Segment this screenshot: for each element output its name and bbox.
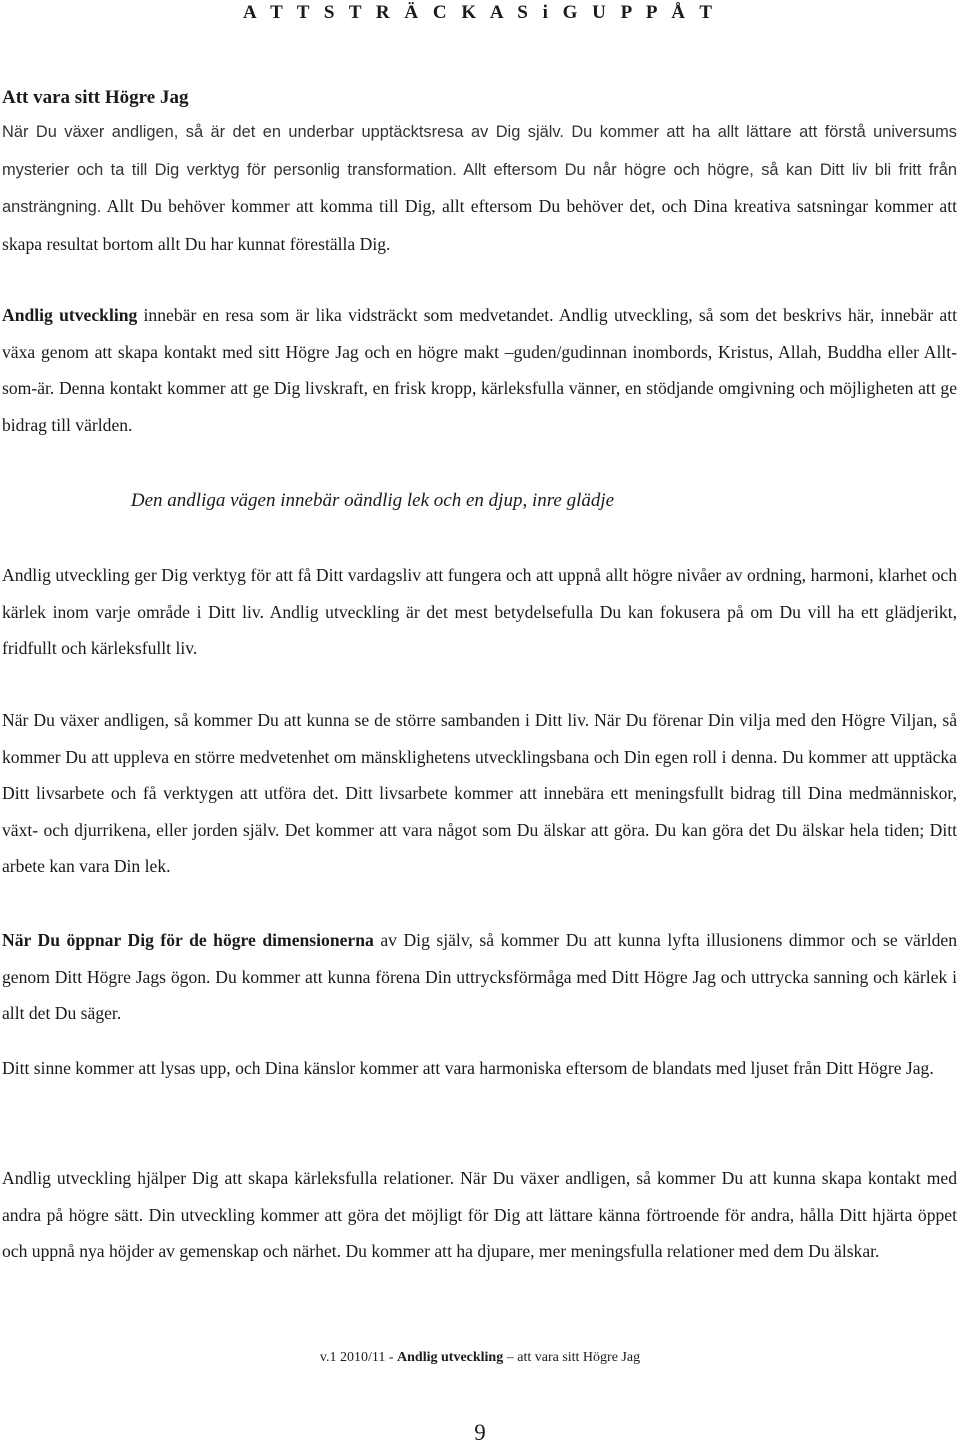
- paragraph-body: av Dig själv, så kommer Du att kunna lyfta illusionens dimmor och se världen genom Ditt Högre Jags ögon. Du kommer att kunna förena Din uttrycksförmåga med Ditt Högre Jag och uttrycka sanning och kärlek i allt det Du säger.: [2, 930, 957, 1023]
- paragraph-spiritual-development: [2, 297, 957, 443]
- section-heading: Att vara sitt Högre Jag: [2, 87, 189, 108]
- paragraph-higher-dimensions: [2, 922, 957, 1032]
- paragraph-relationships: Andlig utveckling hjälper Dig att skapa kärleksfulla relationer. När Du växer andligen, så kommer Du att kunna skapa kontakt med andra på högre sätt. Din utveckling kommer att göra det möjligt för Dig att lättare känna förtroende för andra, hålla Ditt hjärta öppet och uppnå nya höjder av gemenskap och närhet. Du kommer att ha djupare, mer meningsfulla relationer med dem Du älskar.: [2, 1168, 957, 1261]
- paragraph-body: innebär en resa som är lika vidsträckt som medvetandet. Andlig utveckling, så som det beskrivs här, innebär att växa genom att skapa kontakt med sitt Högre Jag och en högre makt –guden/gudinnan inombords, Kristus, Allah, Buddha eller Allt-som-är. Denna kontakt kommer att ge Dig livskraft, en frisk kropp, kärleksfulla vänner, en stödjande omgivning och möjligheten att ge bidrag till världen.: [2, 305, 957, 435]
- running-header: A T T S T R Ä C K A S i G U P P Å T: [242, 2, 718, 23]
- page-number: 9: [474, 1420, 486, 1445]
- paragraph-intro-serif: Allt Du behöver kommer att komma till Dig, allt eftersom Du behöver det, och Dina kreativa satsningar kommer att skapa resultat bortom allt Du har kunnat föreställa Dig.: [2, 196, 957, 254]
- footer-version: v.1 2010/11 -: [319, 1350, 398, 1365]
- paragraph-intro-sans: När Du växer andligen, så är det en underbar upptäcktsresa av Dig själv. Du kommer att ha allt lättare att förstå universums mysterier och ta till Dig verktyg för personlig transformation. Allt eftersom Du når högre och högre, så kan Ditt liv bli fritt från ansträngning.: [2, 123, 957, 216]
- footer-subtitle: – att vara sitt Högre Jag: [503, 1350, 641, 1365]
- paragraph-mind: Ditt sinne kommer att lysas upp, och Dina känslor kommer att vara harmoniska eftersom de blandats med ljuset från Ditt Högre Jag.: [2, 1058, 934, 1078]
- paragraph-lead-bold: När Du öppnar Dig för de högre dimensionerna: [2, 930, 374, 950]
- paragraph-lead-bold: Andlig utveckling: [2, 305, 138, 325]
- footer-title: Andlig utveckling: [397, 1350, 504, 1365]
- paragraph-connections: När Du växer andligen, så kommer Du att kunna se de större sambanden i Ditt liv. När Du förenar Din vilja med den Högre Viljan, så kommer Du att uppleva en större medvetenhet om mänsklighetens utvecklingsbana och Din egen roll i denna. Du kommer att upptäcka Ditt livsarbete och få verktygen att utföra det. Ditt livsarbete kommer att innebära ett meningsfullt bidrag till Dina medmänniskor, växt- och djurrikena, eller jorden själv. Det kommer att vara något som Du älskar att göra. Du kan göra det Du älskar hela tiden; Ditt arbete kan vara Din lek.: [2, 710, 957, 876]
- paragraph-intro: [2, 113, 957, 262]
- pull-quote: Den andliga vägen innebär oändlig lek och en djup, inre glädje: [130, 490, 615, 511]
- running-footer: [0, 1348, 960, 1368]
- paragraph-tools: Andlig utveckling ger Dig verktyg för att få Ditt vardagsliv att fungera och att uppnå allt högre nivåer av ordning, harmoni, klarhet och kärlek inom varje område i Ditt liv. Andlig utveckling är det mest betydelsefulla Du kan fokusera på om Du vill ha ett glädjerikt, fridfullt och kärleksfullt liv.: [2, 565, 957, 658]
